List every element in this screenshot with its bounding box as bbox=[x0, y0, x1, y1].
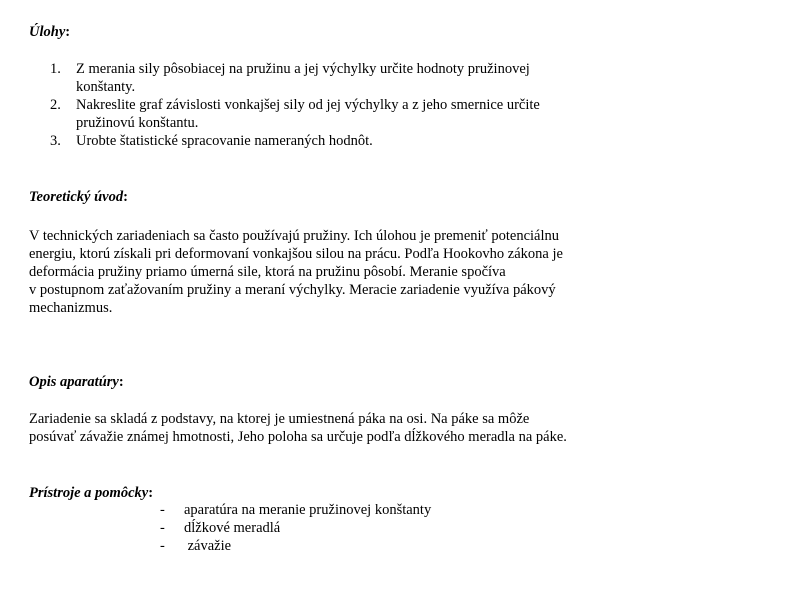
tools-heading-text: Prístroje a pomôcky bbox=[29, 485, 149, 501]
apparatus-heading-text: Opis aparatúry bbox=[29, 374, 119, 390]
paragraph-line: V technických zariadeniach sa často používajú pružiny. Ich úlohou je premeniť potenciálnu bbox=[29, 228, 560, 244]
tools-heading-colon: : bbox=[148, 485, 154, 501]
tool-text: závažie bbox=[184, 538, 232, 554]
task-number: 2. bbox=[50, 97, 61, 113]
paragraph-line: energiu, ktorú získali pri deformovaní vonkajšou silou na prácu. Podľa Hookovho zákona je bbox=[29, 246, 563, 262]
task-item-3 bbox=[50, 132, 540, 150]
apparatus-paragraph bbox=[29, 410, 629, 446]
tools-heading bbox=[29, 484, 153, 502]
paragraph-line: posúvať závažie známej hmotnosti, Jeho poloha sa určuje podľa dĺžkového meradla na páke. bbox=[29, 429, 567, 445]
task-item-2 bbox=[50, 96, 540, 132]
list-dash: - bbox=[160, 520, 165, 536]
theory-paragraph bbox=[29, 227, 629, 317]
list-dash: - bbox=[160, 538, 165, 554]
task-number: 3. bbox=[50, 133, 61, 149]
apparatus-heading bbox=[29, 373, 124, 391]
theory-heading bbox=[29, 188, 128, 206]
theory-heading-text: Teoretický úvod bbox=[29, 189, 124, 205]
task-text-line: Z merania sily pôsobiacej na pružinu a jej výchylky určite hodnoty pružinovej bbox=[76, 61, 530, 77]
tasks-heading-colon: : bbox=[65, 24, 71, 40]
paragraph-line: mechanizmus. bbox=[29, 300, 113, 316]
paragraph-line: v postupnom zaťažovaním pružiny a meraní výchylky. Meracie zariadenie využíva pákový bbox=[29, 282, 556, 298]
task-number: 1. bbox=[50, 61, 61, 77]
tasks-heading-text: Úlohy bbox=[29, 24, 66, 40]
task-text-line: Urobte štatistické spracovanie nameraných hodnôt. bbox=[76, 133, 373, 149]
tools-list bbox=[160, 501, 431, 555]
paragraph-line: deformácia pružiny priamo úmerná sile, ktorá na pružinu pôsobí. Meranie spočíva bbox=[29, 264, 506, 280]
tool-item bbox=[160, 501, 431, 519]
task-item-1 bbox=[50, 60, 540, 96]
theory-heading-colon: : bbox=[123, 189, 128, 205]
tool-text: aparatúra na meranie pružinovej konštanty bbox=[184, 502, 432, 518]
tasks-heading bbox=[29, 23, 70, 41]
tool-text: dĺžkové meradlá bbox=[184, 520, 281, 536]
tool-item bbox=[160, 519, 431, 537]
paragraph-line: Zariadenie sa skladá z podstavy, na ktorej je umiestnená páka na osi. Na páke sa môže bbox=[29, 411, 530, 427]
task-text-line: pružinovú konštantu. bbox=[76, 115, 199, 131]
tasks-list bbox=[50, 60, 540, 150]
task-text-line: Nakreslite graf závislosti vonkajšej sily od jej výchylky a z jeho smernice určite bbox=[76, 97, 540, 113]
apparatus-heading-colon: : bbox=[118, 374, 124, 390]
task-text-line: konštanty. bbox=[76, 79, 136, 95]
list-dash: - bbox=[160, 502, 165, 518]
tool-item bbox=[160, 537, 431, 555]
